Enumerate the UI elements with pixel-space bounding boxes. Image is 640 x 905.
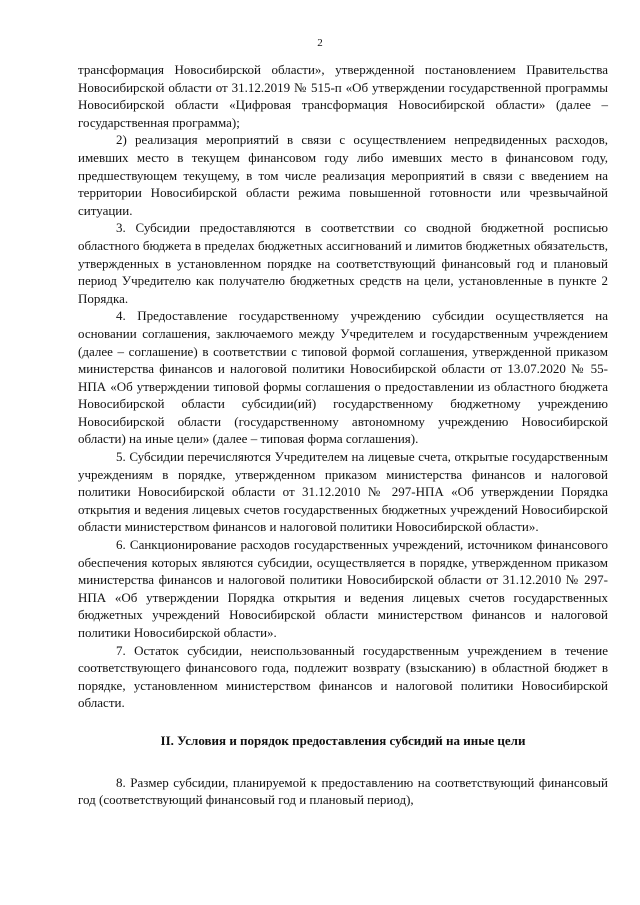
paragraph: 5. Субсидии перечисляются Учредителем на лицевые счета, открытые государственным учреждениям в порядке, утвержденном приказом министерства финансов и налоговой политики Новосибирской области от 31.12.2010 № 297-НПА «Об утверждении Порядка открытия и ведения лицевых счетов государственных бюджетных учреждений Новосибирской области министерством финансов и налоговой политики Новосибирской области». (78, 449, 608, 535)
paragraphs-after-section (78, 774, 608, 809)
paragraph: 8. Размер субсидии, планируемой к предоставлению на соответствующий финансовый год (соответствующий финансовый год и плановый период), (78, 774, 608, 808)
paragraph: трансформация Новосибирской области», утвержденной постановлением Правительства Новосибирской области от 31.12.2019 № 515-п «Об утверждении государственной программы Новосибирской области «Цифровая трансформация Новосибирской области» (далее – государственная программа); (78, 62, 608, 130)
paragraph: 3. Субсидии предоставляются в соответствии со сводной бюджетной росписью областного бюджета в пределах бюджетных ассигнований и лимитов бюджетных обязательств, утвержденных в установленном порядке на соответствующий финансовый год и плановый период Учредителю как получателю бюджетных средств на цели, установленные в пункте 2 Порядка. (78, 220, 608, 306)
section-heading: II. Условия и порядок предоставления субсидий на иные цели (160, 732, 526, 748)
paragraph: 6. Санкционирование расходов государственных учреждений, источником финансового обеспечения которых являются субсидии, осуществляется в порядке, утвержденном приказом министерства финансов и налоговой политики Новосибирской области от 31.12.2010 № 297-НПА «Об утверждении Порядка открытия и ведения лицевых счетов государственных бюджетных учреждений Новосибирской области министерством финансов и налоговой политики Новосибирской области». (78, 537, 608, 640)
paragraphs-before-section (78, 61, 608, 712)
paragraph: 2) реализация мероприятий в связи с осуществлением непредвиденных расходов, имевших место в текущем финансовом году либо имевших место в финансовом году, предшествующем текущему, в том числе реализация мероприятий в связи с введением на территории Новосибирской области режима повышенной готовности или чрезвычайной ситуации. (78, 132, 608, 218)
document-body (78, 61, 608, 809)
paragraph: 7. Остаток субсидии, неиспользованный государственным учреждением в течение соответствующего финансового года, подлежит возврату (взысканию) в областной бюджет в порядке, установленном министерством финансов и налоговой политики Новосибирской области. (78, 642, 608, 711)
page-number: 2 (317, 37, 323, 49)
paragraph: 4. Предоставление государственному учреждению субсидии осуществляется на основании соглашения, заключаемого между Учредителем и государственным учреждением (далее – соглашение) в соответствии с типовой формой соглашения, утвержденной приказом министерства финансов и налоговой политики Новосибирской области от 13.07.2020 № 55-НПА «Об утверждении типовой формы соглашения о предоставлении из областного бюджета Новосибирской области субсидии(ий) государственному бюджетному учреждению Новосибирской области (государственному автономному учреждению Новосибирской области) на иные цели» (далее – типовая форма соглашения). (78, 308, 608, 447)
